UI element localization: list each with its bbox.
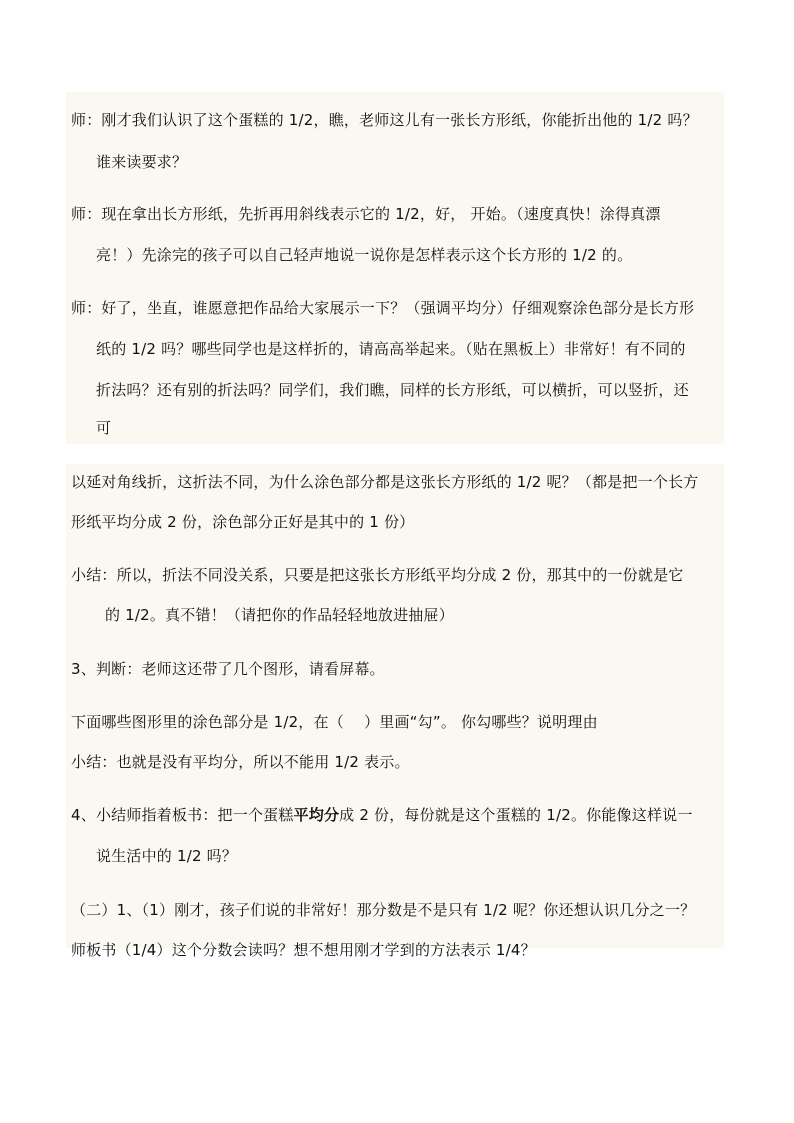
paragraph-3-line-1: 师：好了，坐直，谁愿意把作品给大家展示一下？（强调平均分）仔细观察涂色部分是长方形 (71, 299, 695, 317)
paragraph-10-line-2: 师板书（1/4）这个分数会读吗？想不想用刚才学到的方法表示 1/4？ (71, 941, 536, 959)
paragraph-8-line-1: 小结：也就是没有平均分，所以不能用 1/2 表示。 (71, 753, 410, 771)
paragraph-9-bold-term: 平均分 (293, 806, 340, 824)
paragraph-3-line-2: 纸的 1/2 吗？哪些同学也是这样折的，请高高举起来。（贴在黑板上）非常好！有不同的 (96, 340, 686, 358)
paragraph-9-text-c: 成 2 份，每份就是这个蛋糕的 1/2。你能像这样说一 (339, 806, 693, 824)
paragraph-3-line-4: 可 (96, 419, 112, 437)
paragraph-7-line-1: 下面哪些图形里的涂色部分是 1/2，在（ ）里画“勾”。 你勾哪些？说明理由 (71, 713, 598, 731)
paragraph-10-line-1: （二）1、（1）刚才，孩子们说的非常好！那分数是不是只有 1/2 呢？你还想认识几分之一？ (71, 901, 696, 919)
paragraph-9-line-2: 说生活中的 1/2 吗？ (96, 847, 238, 865)
paragraph-3-line-3: 折法吗？还有别的折法吗？同学们，我们瞧，同样的长方形纸，可以横折，可以竖折，还 (96, 381, 689, 399)
paragraph-5-line-1: 小结：所以，折法不同没关系，只要是把这张长方形纸平均分成 2 份，那其中的一份就是它 (71, 566, 684, 584)
paragraph-9-text-a: 4、小结师指着板书：把一个蛋糕 (71, 806, 294, 824)
paragraph-6-line-1: 3、判断：老师这还带了几个图形，请看屏幕。 (71, 660, 385, 678)
paragraph-2-line-1: 师：现在拿出长方形纸，先折再用斜线表示它的 1/2，好， 开始。（速度真快！涂得真漂 (71, 205, 661, 223)
paragraph-2-line-2: 亮！）先涂完的孩子可以自己轻声地说一说你是怎样表示这个长方形的 1/2 的。 (96, 246, 633, 264)
highlight-block-bottom (66, 464, 724, 948)
paragraph-4-line-1: 以延对角线折，这折法不同，为什么涂色部分都是这张长方形纸的 1/2 呢？（都是把一个长方 (71, 473, 699, 491)
paragraph-1-line-2: 谁来读要求？ (96, 153, 188, 171)
paragraph-9-line-1 (71, 805, 693, 825)
paragraph-5-line-2: 的 1/2。真不错！（请把你的作品轻轻地放进抽屉） (105, 606, 454, 624)
paragraph-4-line-2: 形纸平均分成 2 份，涂色部分正好是其中的 1 份） (71, 513, 415, 531)
paragraph-1-line-1: 师：刚才我们认识了这个蛋糕的 1/2，瞧，老师这儿有一张长方形纸，你能折出他的 1/2 吗？ (71, 111, 698, 129)
